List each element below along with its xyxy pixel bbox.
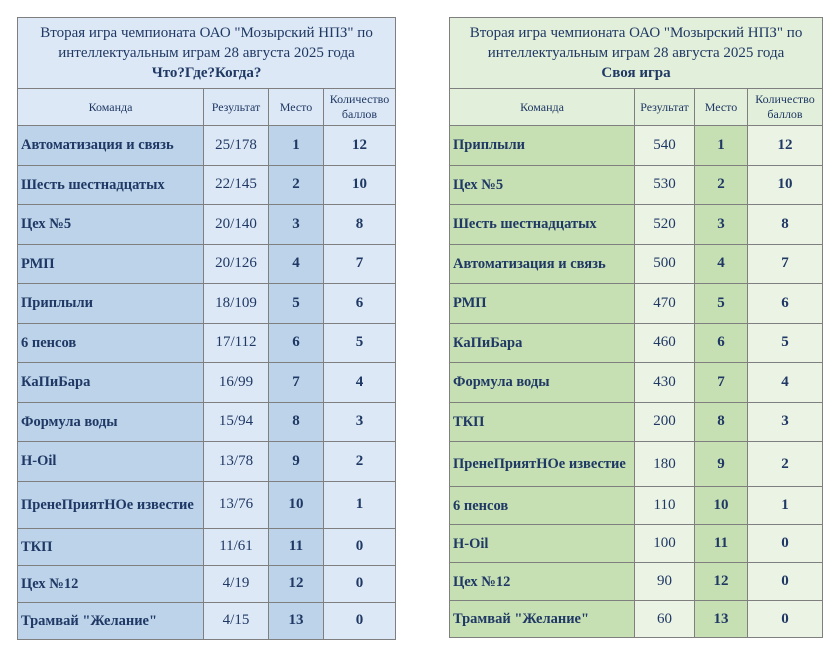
team-name: ПренеПриятНОе известие: [450, 442, 635, 487]
place-value: 6: [695, 323, 748, 363]
table-row: [450, 601, 823, 638]
team-name: Шесть шестнадцатых: [450, 205, 635, 245]
header-team: Команда: [18, 89, 204, 126]
place-value: 6: [269, 323, 324, 363]
header-points: Количество баллов: [324, 89, 396, 126]
table-row: [18, 442, 396, 482]
place-value: 5: [269, 284, 324, 324]
result-value: 520: [635, 205, 695, 245]
place-value: 10: [695, 487, 748, 525]
result-value: 110: [635, 487, 695, 525]
points-value: 0: [748, 601, 823, 638]
header-result: Результат: [635, 89, 695, 126]
result-value: 17/112: [204, 323, 269, 363]
table-row: [450, 442, 823, 487]
team-name: РМП: [450, 284, 635, 324]
points-value: 2: [748, 442, 823, 487]
place-value: 9: [695, 442, 748, 487]
place-value: 3: [695, 205, 748, 245]
header-points: Количество баллов: [748, 89, 823, 126]
title-text: Вторая игра чемпионата ОАО "Мозырский НПЗ" по интеллектуальным играм 28 августа 2025 года: [40, 25, 373, 61]
team-name: Шесть шестнадцатых: [18, 165, 204, 205]
place-value: 7: [269, 363, 324, 403]
team-name: Цех №5: [18, 205, 204, 245]
result-value: 200: [635, 402, 695, 442]
points-value: 7: [324, 244, 396, 284]
result-value: 22/145: [204, 165, 269, 205]
place-value: 1: [695, 126, 748, 166]
result-value: 180: [635, 442, 695, 487]
result-value: 13/76: [204, 481, 269, 528]
points-value: 8: [324, 205, 396, 245]
table-title: [450, 18, 823, 89]
result-value: 15/94: [204, 402, 269, 442]
table-row: [450, 487, 823, 525]
points-value: 7: [748, 244, 823, 284]
table-row: [450, 402, 823, 442]
points-value: 4: [748, 363, 823, 403]
result-value: 4/15: [204, 602, 269, 639]
result-value: 60: [635, 601, 695, 638]
team-name: РМП: [18, 244, 204, 284]
table-row: [450, 323, 823, 363]
game-name: Своя игра: [601, 65, 671, 81]
table-row: [450, 205, 823, 245]
place-value: 5: [695, 284, 748, 324]
header-result: Результат: [204, 89, 269, 126]
team-name: ТКП: [18, 528, 204, 565]
place-value: 11: [269, 528, 324, 565]
points-value: 1: [324, 481, 396, 528]
result-value: 20/126: [204, 244, 269, 284]
team-name: ПренеПриятНОе известие: [18, 481, 204, 528]
points-value: 0: [324, 565, 396, 602]
team-name: КаПиБара: [450, 323, 635, 363]
table-row: [450, 165, 823, 205]
result-value: 90: [635, 563, 695, 601]
points-value: 0: [324, 528, 396, 565]
svoya-igra-results-table: [449, 17, 823, 638]
place-value: 4: [269, 244, 324, 284]
table-row: [18, 363, 396, 403]
team-name: Приплыли: [450, 126, 635, 166]
table-title: [18, 18, 396, 89]
table-row: [450, 126, 823, 166]
team-name: Формула воды: [18, 402, 204, 442]
team-name: Автоматизация и связь: [450, 244, 635, 284]
points-value: 10: [324, 165, 396, 205]
team-name: 6 пенсов: [18, 323, 204, 363]
team-name: Приплыли: [18, 284, 204, 324]
title-text: Вторая игра чемпионата ОАО "Мозырский НПЗ" по интеллектуальным играм 28 августа 2025 года: [469, 25, 803, 61]
place-value: 2: [269, 165, 324, 205]
team-name: Цех №5: [450, 165, 635, 205]
table-row: [18, 481, 396, 528]
points-value: 3: [748, 402, 823, 442]
table-row: [18, 205, 396, 245]
result-value: 530: [635, 165, 695, 205]
result-value: 4/19: [204, 565, 269, 602]
header-row: [450, 89, 823, 126]
team-name: Цех №12: [18, 565, 204, 602]
team-name: Формула воды: [450, 363, 635, 403]
header-place: Место: [695, 89, 748, 126]
result-value: 470: [635, 284, 695, 324]
table-row: [18, 565, 396, 602]
table-row: [18, 528, 396, 565]
team-name: Автоматизация и связь: [18, 126, 204, 166]
points-value: 4: [324, 363, 396, 403]
result-value: 16/99: [204, 363, 269, 403]
place-value: 3: [269, 205, 324, 245]
team-name: Трамвай "Желание": [18, 602, 204, 639]
result-value: 460: [635, 323, 695, 363]
points-value: 6: [324, 284, 396, 324]
points-value: 0: [748, 563, 823, 601]
team-name: H-Oil: [450, 525, 635, 563]
points-value: 0: [748, 525, 823, 563]
place-value: 11: [695, 525, 748, 563]
place-value: 2: [695, 165, 748, 205]
result-value: 25/178: [204, 126, 269, 166]
place-value: 13: [269, 602, 324, 639]
header-team: Команда: [450, 89, 635, 126]
place-value: 12: [269, 565, 324, 602]
points-value: 12: [748, 126, 823, 166]
table-row: [18, 126, 396, 166]
team-name: КаПиБара: [18, 363, 204, 403]
place-value: 10: [269, 481, 324, 528]
team-name: H-Oil: [18, 442, 204, 482]
result-value: 11/61: [204, 528, 269, 565]
result-value: 500: [635, 244, 695, 284]
points-value: 12: [324, 126, 396, 166]
result-value: 540: [635, 126, 695, 166]
table-row: [18, 165, 396, 205]
result-value: 100: [635, 525, 695, 563]
table-row: [18, 244, 396, 284]
table-row: [450, 284, 823, 324]
place-value: 7: [695, 363, 748, 403]
points-value: 8: [748, 205, 823, 245]
team-name: Трамвай "Желание": [450, 601, 635, 638]
team-name: 6 пенсов: [450, 487, 635, 525]
points-value: 0: [324, 602, 396, 639]
place-value: 1: [269, 126, 324, 166]
table-row: [450, 563, 823, 601]
points-value: 2: [324, 442, 396, 482]
result-value: 430: [635, 363, 695, 403]
points-value: 5: [748, 323, 823, 363]
table-row: [18, 323, 396, 363]
table-row: [18, 284, 396, 324]
table-row: [18, 602, 396, 639]
place-value: 8: [695, 402, 748, 442]
table-row: [450, 363, 823, 403]
team-name: ТКП: [450, 402, 635, 442]
game-name: Что?Где?Когда?: [151, 65, 262, 81]
header-place: Место: [269, 89, 324, 126]
points-value: 10: [748, 165, 823, 205]
points-value: 1: [748, 487, 823, 525]
place-value: 4: [695, 244, 748, 284]
place-value: 9: [269, 442, 324, 482]
place-value: 8: [269, 402, 324, 442]
chgk-results-table: [17, 17, 396, 640]
points-value: 3: [324, 402, 396, 442]
header-row: [18, 89, 396, 126]
team-name: Цех №12: [450, 563, 635, 601]
table-row: [450, 525, 823, 563]
points-value: 6: [748, 284, 823, 324]
place-value: 12: [695, 563, 748, 601]
result-value: 20/140: [204, 205, 269, 245]
points-value: 5: [324, 323, 396, 363]
result-value: 13/78: [204, 442, 269, 482]
result-value: 18/109: [204, 284, 269, 324]
place-value: 13: [695, 601, 748, 638]
table-row: [450, 244, 823, 284]
table-row: [18, 402, 396, 442]
